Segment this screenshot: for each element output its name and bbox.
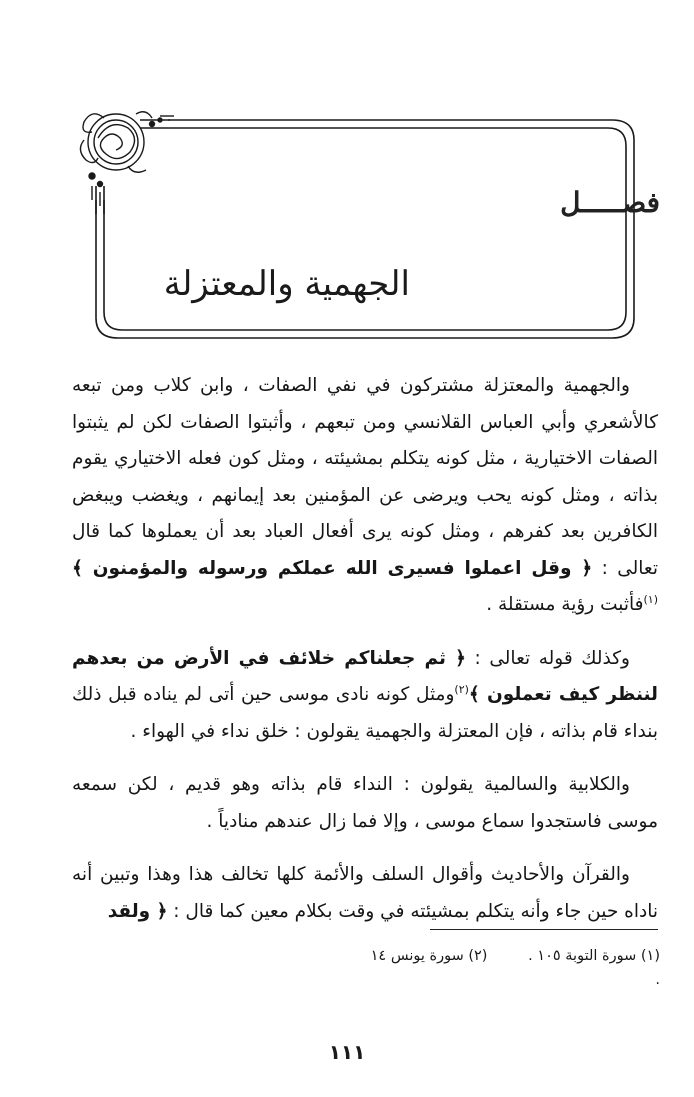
quran-quote: ﴿ ولقد [107,900,168,922]
section-title: الجهمية والمعتزلة [163,264,410,304]
corner-ornament [80,112,174,206]
paragraph [72,767,658,840]
paragraph [72,641,658,751]
footnote-divider [430,929,658,930]
section-label: فصـــــل [560,186,660,219]
paragraph [72,857,658,930]
main-text [72,368,658,947]
footnote-ref: (١) [643,592,658,606]
footnotes [330,944,660,992]
footnote-ref: (٢) [454,682,469,696]
paragraph-text: وكذلك قوله تعالى : [465,647,630,669]
paragraph-text: والقرآن والأحاديث وأقوال السلف والأئمة كلها تخالف هذا وهذا وتبين أنه ناداه حين جاء وأنه يتكلم بمشيئته في وقت بكلام معين كما قال : [72,864,658,922]
quran-quote: ﴿ وقل اعملوا فسيرى الله عملكم ورسوله والمؤمنون ﴾ [72,557,593,579]
paragraph-text: والجهمية والمعتزلة مشتركون في نفي الصفات ، وابن كلاب ومن تبعه كالأشعري وأبي العباس القلانسي ومن تبعهم ، وأثبتوا الصفات لكن لم يثبتوا الصفات الاختيارية ، مثل كونه يتكلم بمشيئته ، ومثل كون فعله الاختياري يقوم بذاته ، ومثل كونه يحب ويرضى عن المؤمنين بعد إيمانهم ، ويغضب ويبغض الكافرين بعد كفرهم ، ومثل كونه يرى أفعال العباد بعد أن يعملوها كما قال تعالى : [72,375,658,579]
footnote-1: (١) سورة التوبة ١٠٥ . [528,948,660,964]
decorative-title-frame [0,0,694,360]
paragraph-text: ومثل كونه نادى موسى حين أتى لم يناده قبل ذلك بنداء قام بذاته ، فإن المعتزلة والجهمية يقولون : خلق نداء في الهواء . [72,684,658,742]
footnote-2: (٢) سورة يونس ١٤ . [370,948,660,988]
paragraph [72,368,658,624]
paragraph-text: فأثبت رؤية مستقلة . [486,594,644,615]
quran-quote: ﴿ ثم جعلناكم خلائف في الأرض من بعدهم لننظر كيف تعملون ﴾ [72,647,658,705]
page-number: ١١١ [328,1040,366,1064]
paragraph-text: والكلابية والسالمية يقولون : النداء قام بذاته وهو قديم ، لكن سمعه موسى فاستجدوا سماع موسى ، وإلا فما زال عندهم منادياً . [72,774,658,832]
